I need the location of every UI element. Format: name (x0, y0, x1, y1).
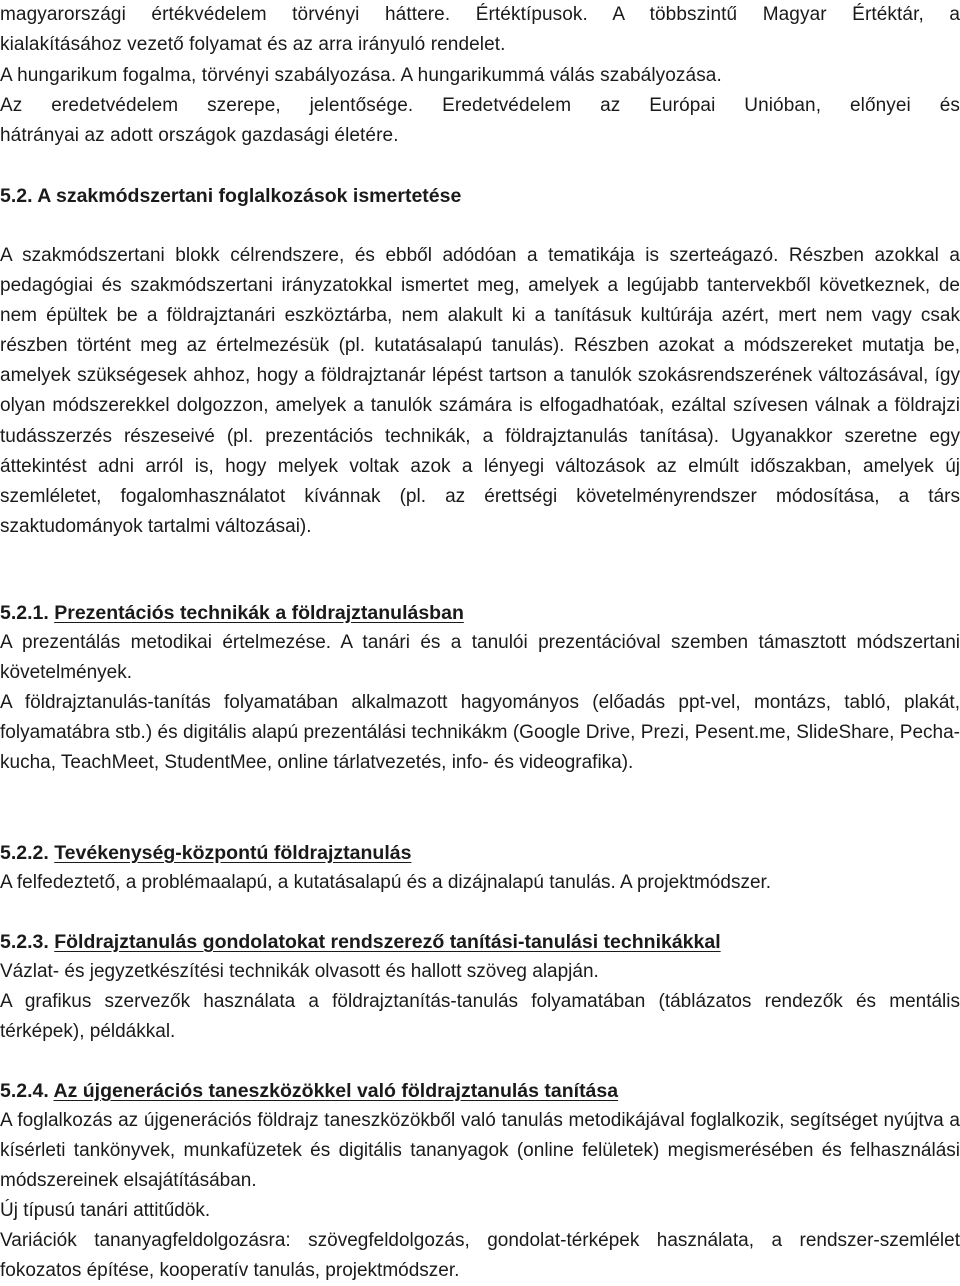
section-heading-5-2: 5.2. A szakmódszertani foglalkozások ismertetése (0, 185, 462, 207)
paragraph-5-2-3-b: A grafikus szervezők használata a földrajztanítás-tanulás folyamatában (táblázatos rendezők és mentális térképek), példákkal. (0, 991, 960, 1043)
intro-line-1: magyarországi értékvédelem törvényi háttere. Értéktípusok. A többszintű Magyar Értéktár, a (0, 4, 960, 25)
section-number: 5.2.1. (0, 602, 49, 624)
paragraph-5-2-3-a: Vázlat- és jegyzetkészítési technikák olvasott és hallott szöveg alapján. (0, 961, 599, 982)
paragraph-5-2-4-c: Variációk tananyagfeldolgozásra: szövegfeldolgozás, gondolat-térképek használata, a rendszer-szemlélet fokozatos építése, kooperatív tanulás, projektmódszer. (0, 1230, 960, 1282)
paragraph-5-2-2-a: A felfedeztető, a problémaalapú, a kutatásalapú és a dizájnalapú tanulás. A projektmódszer. (0, 872, 772, 893)
paragraph-5-2-1-a: A prezentálás metodikai értelmezése. A tanári és a tanulói prezentációval szemben támasztott módszertani követelmények. (0, 632, 960, 684)
intro-line-5: hátrányai az adott országok gazdasági életére. (0, 125, 399, 147)
intro-block (0, 0, 960, 151)
section-number: 5.2.3. (0, 931, 49, 953)
intro-line-3: A hungarikum fogalma, törvényi szabályozása. A hungarikummá válás szabályozása. (0, 64, 722, 86)
section-title: Prezentációs technikák a földrajztanulásban (54, 602, 464, 624)
paragraph-5-2-4-a: A foglalkozás az újgenerációs földrajz taneszközökből való tanulás metodikájával foglalkozik, segítséget nyújtva a kísérleti tankönyvek, munkafüzetek és digitális tananyagok (online felületek) megismerésében és felhasználási módszereinek elsajátításában. (0, 1110, 960, 1192)
section-title: Földrajztanulás gondolatokat rendszerező tanítási-tanulási technikákkal (54, 931, 721, 953)
intro-line-2: kialakításához vezető folyamat és az arra irányuló rendelet. (0, 34, 506, 56)
section-body-5-2: A szakmódszertani blokk célrendszere, és ebből adódóan a tematikája is szerteágazó. Részben azokkal a pedagógiai és szakmódszertani irányzatokkal ismertet meg, amelyek a legújabb tantervekből következnek, de nem épültek be a földrajztanári eszköztárba, nem alakult ki a tanításuk kultúrája azért, mert nem vagy csak részben történt meg az értelmezésük (pl. kutatásalapú tanulás). Részben azokat a módszereket mutatja be, amelyek szükségesek ahhoz, hogy a földrajztanár lépést tartson a tanulók szokásrendszerének változásával, így olyan módszerekkel dolgozzon, amelyek a tanulók számára is elfogadhatóak, ezáltal szívesen válnak a földrajzi tudásszerzés részeseivé (pl. prezentációs technikák, a földrajztanulás tanítása). Ugyanakkor szeretne egy áttekintést adni arról is, hogy melyek voltak azok a lényegi változások az elmúlt időszakban, amelyek új szemléletet, fogalomhasználatot kívánnak (pl. az érettségi követelményrendszer módosítása, a társ szaktudományok tartalmi változásai). (0, 245, 960, 537)
section-heading-5-2-1 (0, 598, 960, 628)
section-heading-5-2-4 (0, 1076, 960, 1106)
intro-line-4: Az eredetvédelem szerepe, jelentősége. Eredetvédelem az Európai Unióban, előnyei és (0, 94, 960, 116)
section-number: 5.2.2. (0, 842, 49, 864)
section-title: Az újgenerációs taneszközökkel való földrajztanulás tanítása (53, 1080, 619, 1102)
section-heading-5-2-2 (0, 838, 960, 868)
section-number: 5.2.4. (0, 1080, 49, 1102)
paragraph-5-2-4-b: Új típusú tanári attitűdök. (0, 1200, 211, 1221)
paragraph-5-2-1-b: A földrajztanulás-tanítás folyamatában alkalmazott hagyományos (előadás ppt-vel, montázs, tabló, plakát, folyamatábra stb.) és digitális alapú prezentálási technikákm (Google Drive, Prezi, Pesent.me, SlideShare, Pecha-kucha, TeachMeet, StudentMee, online tárlatvezetés, info- és videografika). (0, 692, 960, 774)
section-title: Tevékenység-központú földrajztanulás (54, 842, 412, 864)
section-heading-5-2-3 (0, 927, 960, 957)
